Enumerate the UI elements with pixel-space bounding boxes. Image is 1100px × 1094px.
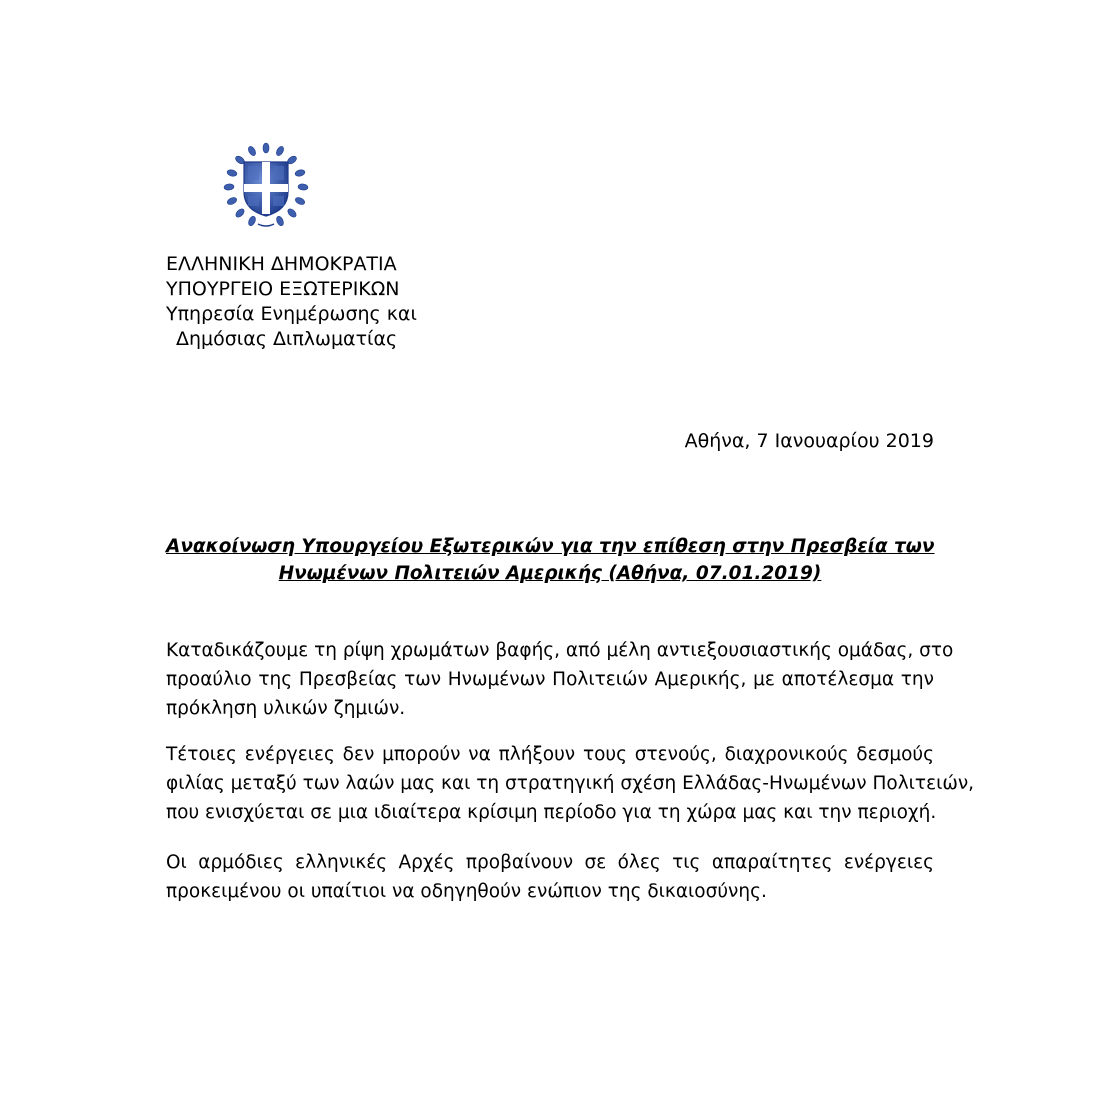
paragraph-2-line-1: Τέτοιες ενέργειες δεν μπορούν να πλήξουν τους στενούς, διαχρονικούς δεσμούς bbox=[166, 744, 934, 765]
paragraph-1-line-3: πρόκληση υλικών ζημιών. bbox=[166, 698, 406, 719]
paragraph-1 bbox=[166, 636, 954, 723]
greek-coat-of-arms-icon bbox=[222, 142, 310, 230]
document-date: Αθήνα, 7 Ιανουαρίου 2019 bbox=[684, 430, 934, 452]
paragraph-3 bbox=[166, 848, 934, 906]
header-line-ministry: ΥΠΟΥΡΓΕΙΟ ΕΞΩΤΕΡΙΚΩΝ bbox=[166, 278, 400, 300]
paragraph-2-line-3: που ενισχύεται σε μια ιδιαίτερα κρίσιμη περίοδο για τη χώρα μας και την περιοχή. bbox=[166, 802, 937, 823]
title-line-2: Ηνωμένων Πολιτειών Αμερικής (Αθήνα, 07.01.2019) bbox=[278, 563, 822, 584]
title-line-1: Ανακοίνωση Υπουργείου Εξωτερικών για την επίθεση στην Πρεσβεία των bbox=[166, 536, 935, 557]
paragraph-2 bbox=[166, 740, 975, 827]
header-line-diplomacy: Δημόσιας Διπλωματίας bbox=[176, 328, 398, 350]
paragraph-3-line-2: προκειμένου οι υπαίτιοι να οδηγηθούν ενώπιον της δικαιοσύνης. bbox=[166, 881, 767, 902]
paragraph-1-line-1: Καταδικάζουμε τη ρίψη χρωμάτων βαφής, από μέλη αντιεξουσιαστικής ομάδας, στο bbox=[166, 640, 954, 661]
paragraph-2-line-2: φιλίας μεταξύ των λαών μας και τη στρατηγική σχέση Ελλάδας-Ηνωμένων Πολιτειών, bbox=[166, 773, 975, 794]
header-line-service: Υπηρεσία Ενημέρωσης και bbox=[166, 303, 417, 325]
announcement-title bbox=[166, 533, 934, 587]
paragraph-1-line-2: προαύλιο της Πρεσβείας των Ηνωμένων Πολιτειών Αμερικής, με αποτέλεσμα την bbox=[166, 669, 934, 690]
paragraph-3-line-1: Οι αρμόδιες ελληνικές Αρχές προβαίνουν σε όλες τις απαραίτητες ενέργειες bbox=[166, 852, 934, 873]
ministry-header bbox=[166, 252, 417, 352]
header-line-country: ΕΛΛΗΝΙΚΗ ΔΗΜΟΚΡΑΤΙΑ bbox=[166, 253, 397, 275]
